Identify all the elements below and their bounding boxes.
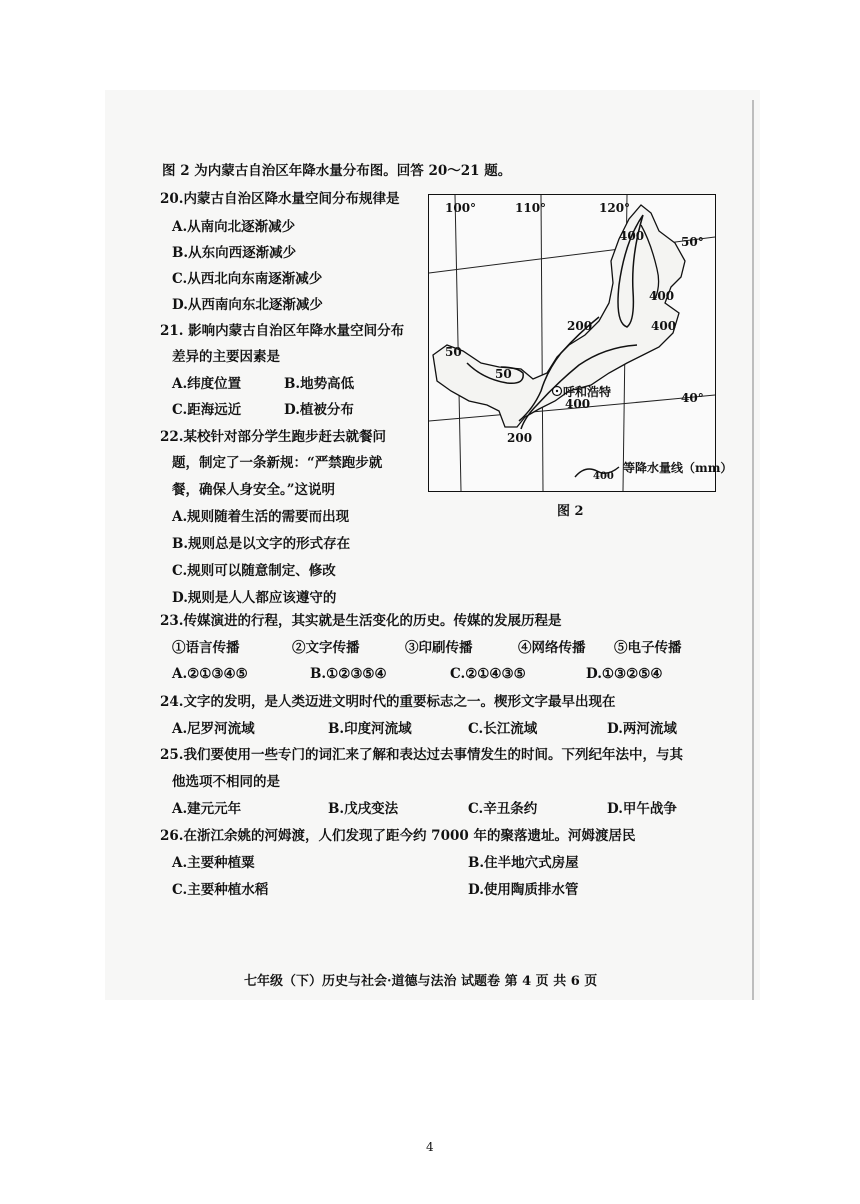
q22-option-a: A.规则随着生活的需要而出现 — [172, 509, 350, 525]
q22-option-b: B.规则总是以文字的形式存在 — [172, 536, 351, 552]
q22-option-d: D.规则是人人都应该遵守的 — [172, 590, 337, 606]
q25-stem-line2: 他选项不相同的是 — [172, 774, 280, 790]
scan-edge-line — [752, 100, 754, 1000]
figure-caption: 图 2 — [557, 504, 584, 519]
q22-stem-line2: 题，制定了一条新规：“严禁跑步就 — [172, 455, 383, 471]
legend-value: 400 — [593, 471, 614, 482]
q20-option-c: C.从西北向东南逐渐减少 — [172, 271, 323, 287]
q23-option-c: C.②①④③⑤ — [450, 666, 526, 682]
q25-option-d: D.甲午战争 — [607, 801, 677, 817]
q21-option-d: D.植被分布 — [284, 402, 354, 418]
map-drawing — [429, 195, 715, 491]
q24-option-c: C.长江流域 — [468, 721, 538, 737]
q23-item-5: ⑤电子传播 — [614, 640, 682, 656]
q21-option-c: C.距海远近 — [172, 402, 242, 418]
q20-option-a: A.从南向北逐渐减少 — [172, 219, 296, 235]
isoline-label-50: 50 — [495, 367, 512, 381]
city-label: 呼和浩特 — [563, 385, 612, 399]
isoline-label-400-north: 400 — [619, 229, 645, 243]
q26-option-b: B.住半地穴式房屋 — [468, 855, 579, 871]
q20-stem: 20.内蒙古自治区降水量空间分布规律是 — [160, 191, 400, 207]
q25-option-b: B.戊戌变法 — [328, 801, 399, 817]
q21-stem-line1: 21. 影响内蒙古自治区年降水量空间分布 — [160, 323, 405, 339]
meridian-110 — [541, 195, 543, 491]
q23-item-3: ③印刷传播 — [405, 640, 473, 656]
q21-stem-line2: 差异的主要因素是 — [172, 349, 280, 365]
q26-option-d: D.使用陶质排水管 — [468, 882, 579, 898]
isoline-label-50-west: 50 — [445, 345, 462, 359]
q26-option-a: A.主要种植粟 — [172, 855, 255, 871]
lon-label-100: 100° — [445, 201, 477, 215]
meridian-100 — [455, 195, 461, 491]
q24-stem: 24.文字的发明，是人类迈进文明时代的重要标志之一。楔形文字最早出现在 — [160, 694, 616, 710]
q21-option-a: A.纬度位置 — [172, 376, 242, 392]
q26-stem: 26.在浙江余姚的河姆渡，人们发现了距今约 7000 年的聚落遗址。河姆渡居民 — [160, 828, 636, 844]
q21-option-b: B.地势高低 — [284, 376, 355, 392]
q22-option-c: C.规则可以随意制定、修改 — [172, 563, 336, 579]
q23-option-a: A.②①③④⑤ — [172, 666, 248, 682]
precipitation-map — [428, 194, 733, 492]
q23-item-2: ②文字传播 — [292, 640, 360, 656]
isoline-label-200-south: 200 — [507, 431, 533, 445]
q25-option-c: C.辛丑条约 — [468, 801, 538, 817]
q24-option-d: D.两河流域 — [607, 721, 677, 737]
q25-option-a: A.建元元年 — [172, 801, 242, 817]
q24-option-a: A.尼罗河流域 — [172, 721, 255, 737]
legend-text: 等降水量线（mm） — [623, 461, 733, 475]
isoline-label-400-south: 400 — [565, 397, 591, 411]
page-footer: 七年级（下）历史与社会·道德与法治 试题卷 第 4 页 共 6 页 — [244, 974, 598, 989]
q23-stem: 23.传媒演进的行程，其实就是生活变化的历史。传媒的发展历程是 — [160, 613, 562, 629]
lat-label-50: 50° — [681, 235, 704, 249]
figure-intro: 图 2 为内蒙古自治区年降水量分布图。回答 20～21 题。 — [162, 163, 512, 179]
q25-stem-line1: 25.我们要使用一些专门的词汇来了解和表达过去事情发生的时间。下列纪年法中，与其 — [160, 747, 683, 763]
city-marker-dot — [556, 390, 558, 392]
lon-label-110: 110° — [515, 201, 547, 215]
q24-option-b: B.印度河流域 — [328, 721, 412, 737]
q23-item-4: ④网络传播 — [518, 640, 586, 656]
q23-option-b: B.①②③⑤④ — [310, 666, 387, 682]
q23-option-d: D.①③②⑤④ — [586, 666, 663, 682]
isoline-label-200: 200 — [567, 319, 593, 333]
q22-stem-line1: 22.某校针对部分学生跑步赶去就餐问 — [160, 429, 386, 445]
page-number: 4 — [426, 1140, 434, 1154]
lon-label-120: 120° — [599, 201, 631, 215]
q23-item-1: ①语言传播 — [172, 640, 240, 656]
q20-option-b: B.从东向西逐渐减少 — [172, 245, 297, 261]
q26-option-c: C.主要种植水稻 — [172, 882, 269, 898]
lat-label-40: 40° — [681, 391, 704, 405]
isoline-label-400-mid: 400 — [651, 319, 677, 333]
q20-option-d: D.从西南向东北逐渐减少 — [172, 297, 323, 313]
isoline-label-400-east: 400 — [649, 289, 675, 303]
q22-stem-line3: 餐，确保人身安全。”这说明 — [172, 482, 336, 498]
